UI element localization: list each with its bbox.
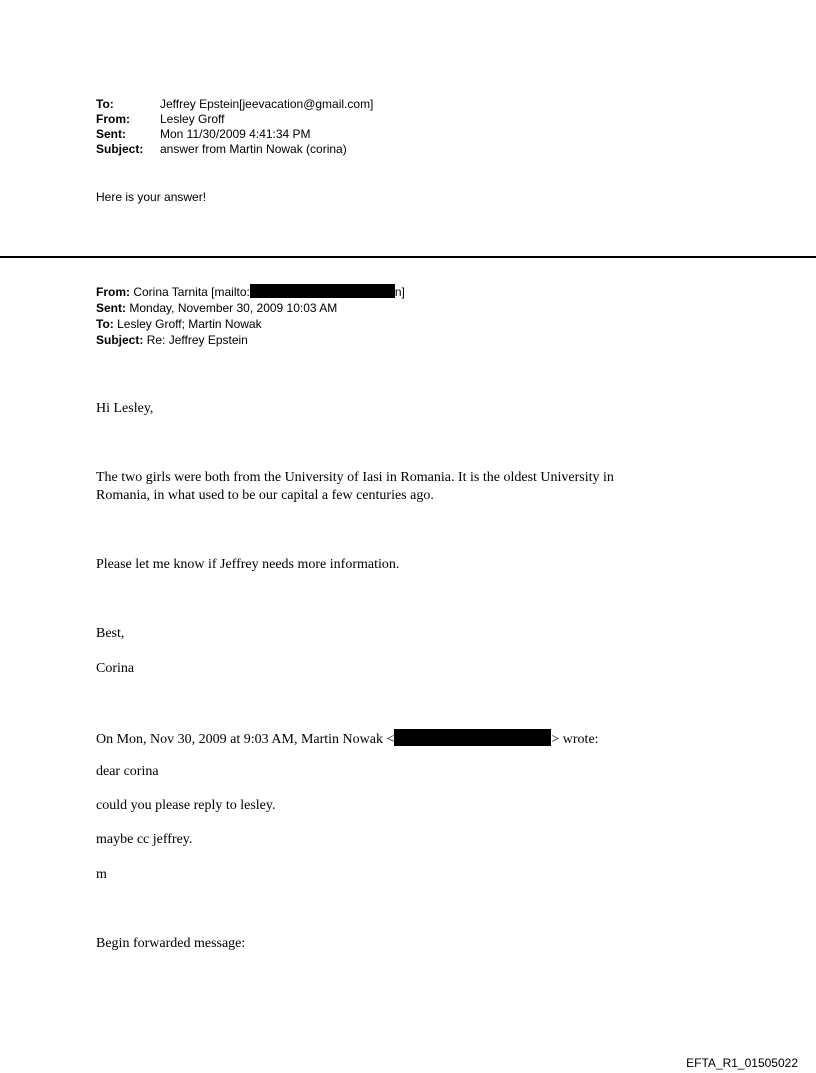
email-header: [96, 97, 373, 157]
quote-intro-post: > wrote:: [551, 732, 599, 747]
separator-rule: [0, 256, 816, 258]
fwd-to-label: To:: [96, 317, 114, 331]
fwd-subject-label: Subject:: [96, 333, 144, 347]
intro-text: Here is your answer!: [96, 190, 207, 204]
fwd-from-value-post: n]: [394, 285, 405, 299]
signoff: Best,: [96, 626, 125, 641]
header-subject-row: [96, 142, 373, 157]
quote-line-3: maybe cc jeffrey.: [96, 832, 193, 847]
header-to-label: To:: [96, 97, 114, 111]
header-subject-label: Subject:: [96, 142, 144, 156]
greeting: Hi Lesley,: [96, 401, 154, 416]
fwd-to-value: Lesley Groff; Martin Nowak: [117, 317, 262, 331]
fwd-to-row: [96, 316, 405, 332]
fwd-from-row: [96, 284, 405, 300]
fwd-sent-label: Sent:: [96, 301, 126, 315]
paragraph-1: [96, 469, 614, 505]
fwd-subject-row: [96, 332, 405, 348]
header-sent-value: Mon 11/30/2009 4:41:34 PM: [160, 127, 311, 141]
header-to-row: [96, 97, 373, 112]
quote-line-2: could you please reply to lesley.: [96, 798, 276, 813]
quote-line-4: m: [96, 867, 107, 882]
paragraph-2: Please let me know if Jeffrey needs more information.: [96, 557, 400, 572]
signature: Corina: [96, 661, 135, 676]
header-subject-value: answer from Martin Nowak (corina): [160, 142, 347, 156]
header-from-value: Lesley Groff: [160, 112, 225, 126]
fwd-sent-row: [96, 300, 405, 316]
header-sent-label: Sent:: [96, 127, 126, 141]
fwd-sent-value: Monday, November 30, 2009 10:03 AM: [129, 301, 338, 315]
redaction-block: [250, 284, 395, 298]
header-from-row: [96, 112, 373, 127]
header-to-value: Jeffrey Epstein[jeevacation@gmail.com]: [160, 97, 374, 111]
quote-intro: [96, 729, 599, 749]
quote-line-1: dear corina: [96, 764, 159, 779]
quote-intro-pre: On Mon, Nov 30, 2009 at 9:03 AM, Martin Nowak <: [96, 732, 395, 747]
forwarded-message-label: Begin forwarded message:: [96, 936, 246, 951]
fwd-from-value-pre: Corina Tarnita [mailto:: [133, 285, 250, 299]
forwarded-header: [96, 284, 405, 348]
fwd-from-label: From:: [96, 285, 130, 299]
document-id: EFTA_R1_01505022: [686, 1056, 798, 1070]
paragraph-1-line-2: Romania, in what used to be our capital a few centuries ago.: [96, 488, 434, 503]
redaction-block: [394, 729, 551, 746]
header-sent-row: [96, 127, 373, 142]
fwd-subject-value: Re: Jeffrey Epstein: [146, 333, 248, 347]
paragraph-1-line-1: The two girls were both from the University of Iasi in Romania. It is the oldest University in: [96, 470, 614, 485]
header-from-label: From:: [96, 112, 130, 126]
